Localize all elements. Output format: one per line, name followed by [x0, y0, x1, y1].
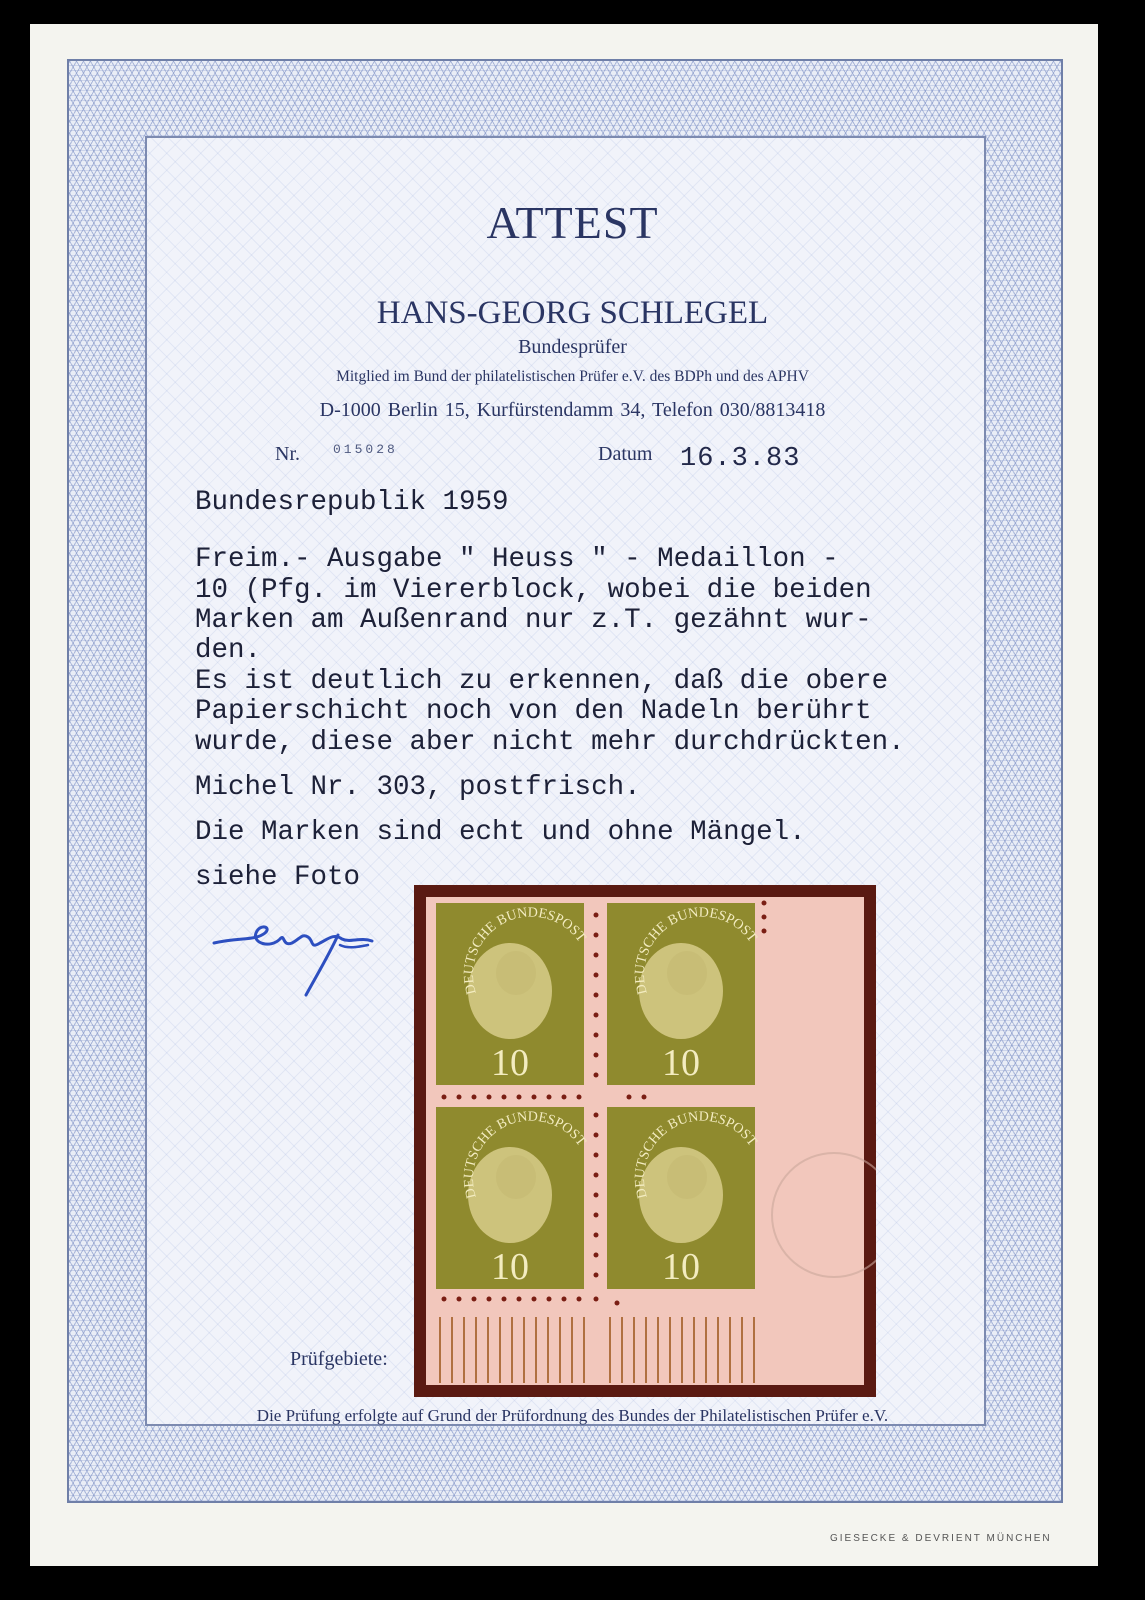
printer-imprint: GIESECKE & DEVRIENT MÜNCHEN — [830, 1533, 1052, 1544]
examiner-name: HANS-GEORG SCHLEGEL — [376, 295, 769, 331]
body-line: wurde, diese aber nicht mehr durchdrückten. — [195, 727, 905, 758]
membership-line: Mitglied im Bund der philatelistischen Prüfer e.V. des BDPh und des APHV — [336, 368, 809, 385]
body-line: Die Marken sind echt und ohne Mängel. — [195, 817, 806, 848]
body-line: siehe Foto — [195, 862, 361, 893]
stamp-block-photo — [414, 885, 876, 1397]
number-label: Nr. — [275, 443, 300, 465]
body-line: 10 (Pfg. im Viererblock, wobei die beiden — [195, 575, 872, 606]
denomination: 10 — [491, 1042, 529, 1084]
stamp — [436, 1107, 589, 1289]
body-line: Marken am Außenrand nur z.T. gezähnt wur- — [195, 605, 872, 636]
denomination: 10 — [491, 1246, 529, 1288]
stamp — [607, 903, 760, 1085]
address-line: D-1000 Berlin 15, Kurfürstendamm 34, Telefon 030/8813418 — [319, 399, 826, 421]
signature — [210, 903, 380, 1003]
stamp-block-image — [414, 885, 876, 1397]
stamp-legend: DEUTSCHE BUNDESPOST — [632, 1109, 760, 1200]
examiner-role: Bundesprüfer — [518, 336, 627, 358]
date-label: Datum — [598, 443, 653, 465]
certificate-number: 015028 — [333, 442, 398, 457]
stamp — [436, 903, 589, 1085]
pruefgebiete-label: Prüfgebiete: — [290, 1348, 388, 1370]
stamp — [607, 1107, 760, 1289]
body-line: den. — [195, 635, 262, 666]
denomination: 10 — [662, 1042, 700, 1084]
certificate-title: ATTEST — [486, 197, 659, 248]
certificate-date: 16.3.83 — [680, 444, 801, 474]
body-line: Es ist deutlich zu erkennen, daß die obere — [195, 666, 889, 697]
body-line: Michel Nr. 303, postfrisch. — [195, 772, 641, 803]
stamp-legend: DEUTSCHE BUNDESPOST — [632, 905, 760, 996]
rules-footer: Die Prüfung erfolgte auf Grund der Prüfordnung des Bundes der Philatelistischen Prüfer e.V. — [256, 1406, 889, 1425]
stamp-legend: DEUTSCHE BUNDESPOST — [461, 905, 589, 996]
body-line: Freim.- Ausgabe " Heuss " - Medaillon - — [195, 544, 839, 575]
stamp-legend: DEUTSCHE BUNDESPOST — [461, 1109, 589, 1200]
body-line: Bundesrepublik 1959 — [195, 487, 509, 518]
denomination: 10 — [662, 1246, 700, 1288]
body-line: Papierschicht noch von den Nadeln berührt — [195, 696, 872, 727]
